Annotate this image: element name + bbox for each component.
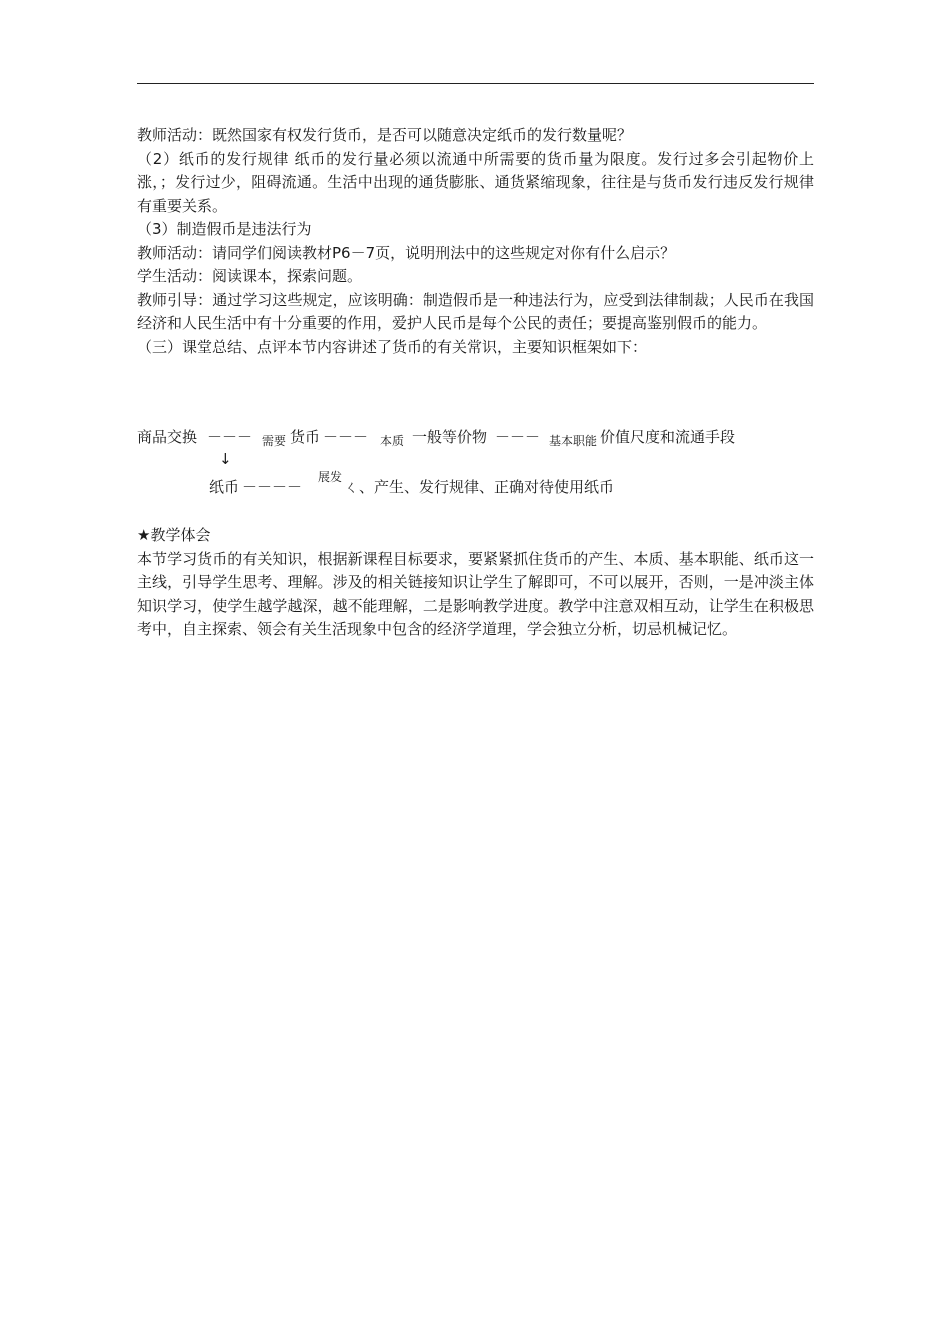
- paragraph: 教师活动：请同学们阅读教材P6－7页，说明刑法中的这些规定对你有什么启示？: [137, 243, 676, 262]
- paragraph: 学生活动：阅读课本，探索问题。: [137, 267, 363, 285]
- connector-dashes: －－－: [495, 428, 541, 446]
- node-currency: 货币: [290, 428, 321, 446]
- connector-label-essence: 本质: [380, 434, 405, 448]
- node-general-equivalent: 一般等价物: [412, 428, 488, 446]
- connector-label-basic-function: 基本职能: [549, 434, 598, 448]
- connector-label-develop: 展发: [318, 470, 343, 484]
- paragraph: 教师活动：既然国家有权发行货币，是否可以随意决定纸币的发行数量呢？: [137, 126, 633, 144]
- paragraph: （2）纸币的发行规律 纸币的发行量必须以流通中所需要的货币量为限度。发行过多会引起物价上涨，；发行过少，阻碍流通。生活中出现的通货膨胀、通货紧缩现象，往往是与货币发行违反发行规律有重要关系。: [137, 149, 814, 215]
- arrow-down-icon: ↓: [219, 450, 232, 468]
- connector-label-need: 需要: [262, 434, 287, 448]
- node-commodity-exchange: 商品交换: [137, 428, 198, 446]
- teaching-reflection: [137, 524, 814, 642]
- paragraph: 本节学习货币的有关知识，根据新课程目标要求，要紧紧抓住货币的产生、本质、基本职能、纸币这一主线，引导学生思考、理解。涉及的相关链接知识让学生了解即可，不可以展开，否则，一是冲淡主体知识学习，使学生越学越深，越不能理解，二是影响教学进度。教学中注意双相互动，让学生在积极思考中，自主探索、领会有关生活现象中包含的经济学道理，学会独立分析，切忌机械记忆。: [137, 549, 814, 638]
- connector-dashes: －－－－: [242, 478, 303, 496]
- section-title: ★教学体会: [137, 526, 211, 544]
- paragraph: （三）课堂总结、点评本节内容讲述了货币的有关常识，主要知识框架如下：: [137, 337, 648, 356]
- paragraph: 教师引导：通过学习这些规定，应该明确：制造假币是一种违法行为，应受到法律制裁；人民币在我国经济和人民生活中有十分重要的作用，爱护人民币是每个公民的责任；要提高鉴别假币的能力。: [137, 290, 814, 332]
- connector-dashes: －－－: [323, 428, 369, 446]
- knowledge-framework-diagram: [137, 420, 814, 500]
- connector-dashes: －－－: [207, 428, 253, 446]
- node-paper-money-topics: ㄑ、产生、发行规律、正确对待使用纸币: [344, 478, 615, 496]
- lesson-body: [137, 124, 814, 359]
- paragraph: （3）制造假币是违法行为: [137, 220, 312, 238]
- header-rule: [137, 83, 814, 84]
- node-paper-money: 纸币: [209, 478, 240, 496]
- node-functions: 价值尺度和流通手段: [600, 428, 736, 446]
